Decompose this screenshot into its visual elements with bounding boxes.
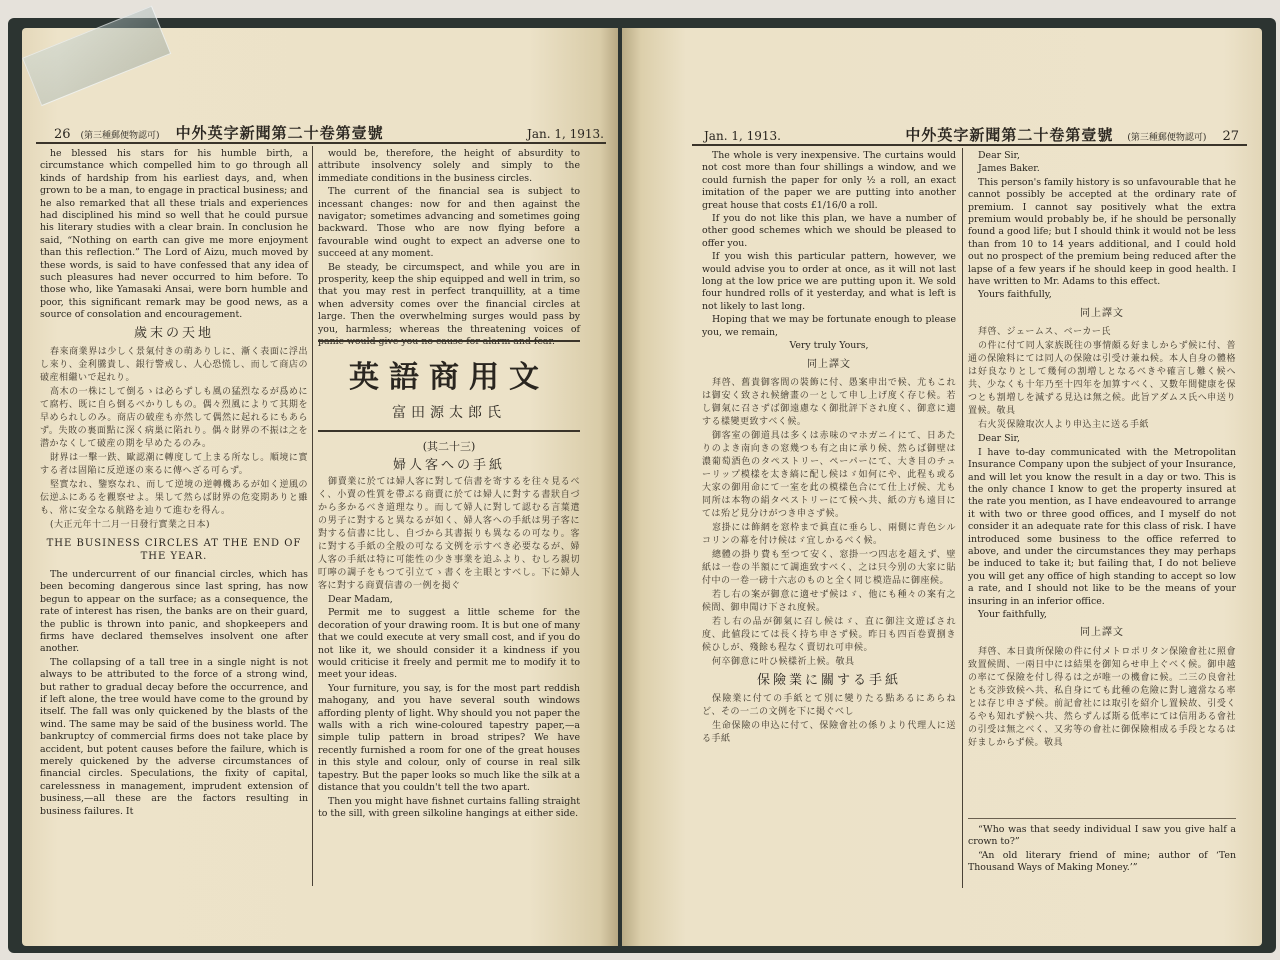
jp-paragraph: 右火災保險取次人より申込主に送る手紙 <box>978 420 1150 431</box>
right-page <box>622 28 1262 946</box>
letter-paragraph: Your faithfully, <box>978 608 1047 620</box>
postal-permit: (第三種郵便物認可) <box>1127 133 1207 143</box>
left-page-column-1 <box>40 148 308 893</box>
jp-paragraph: 保險業に付ての手紙とて別に變りたる點あるにあらねど、その一二の文例を下に掲ぐべし <box>702 694 956 718</box>
jp-paragraph: 御客室の御道具は多くは赤味のマホガニイにて、日あたりのよき南向きの窓幾つも有之由に承り候、然らば御壁は濃葡萄酒色のタペストリー、ペーパーにて、大き目のチューリップ模樣を太き縞に配し候はゞ如何にや、此程も或る大家の御用命にて一室を此の模樣色合にて仕上げ候、尤も同所は本物の絹タペストリーにて候へ共、紙の方も遠目にては殆ど見分けがつき申さず候。 <box>702 430 956 519</box>
masthead-title: 英語商用文 <box>349 360 549 395</box>
letter-paragraph: This person's family history is so unfavourable that he cannot possibly be accepted at the ordinary rate of premium. I cannot say positively what the extra premium would probably be, if he should be personally found a good life; but I should think it would not be less than from 10 to 14 years additional, and I could hold out no prospect of the premium being reduced after the lapse of a few years if he should keep in good health. I have written to Mr. Adams to this effect. <box>968 176 1236 288</box>
jp-heading: 保險業に關する手紙 <box>756 672 901 688</box>
left-page <box>22 28 618 946</box>
jp-paragraph: 生命保險の申込に付て、保險會社の係りより代理人に送る手紙 <box>702 721 956 745</box>
jp-heading: 同上譯文 <box>807 358 851 370</box>
jp-paragraph: 何卒御意に叶ひ候樣祈上候。敬具 <box>712 656 855 667</box>
en-heading: THE BUSINESS CIRCLES AT THE END OF THE YEAR. <box>46 538 302 562</box>
letter-paragraph: I have to-day communicated with the Metropolitan Insurance Company upon the subject of your Insurance, and will let you know the result in a day or two. This is the only chance I know to get the property insured at the rate you mention, as I have endeavoured to arrange it with two or three good offices, and I myself do not consider it an adequate rate for this class of risk. I have introduced some business to the office referred to above, and under the circumstances they may perhaps be induced to take it; but failing that, I do not believe you will get any office of high standing to accept so low a rate, and I should not like to be the means of your insuring in an inferior office. <box>968 446 1236 607</box>
footer-paragraph: “Who was that seedy individual I saw you give half a crown to?” <box>968 824 1236 848</box>
letter-paragraph: Permit me to suggest a little scheme for the decoration of your drawing room. It is but one of many that we could execute at very small cost, and if you do not like it, we should consider it a kindness if you would criticise it freely and permit me to modify it to meet your ideas. <box>318 607 580 681</box>
jp-heading: 歲末の天地 <box>133 325 214 341</box>
article-paragraph: he blessed his stars for his humble birth, a circumstance which compelled him to go through all kinds of hardship from his earliest days, and, when grown to be a man, to engage in practical business; and he also remarked that all these trials and experiences had disciplined his mind so well that he could pursue his literary studies with a clear brain. In conclusion he said, “Nothing on earth can give me more enjoyment than this reflection.” The Lord of Aizu, much moved by these words, is said to have confessed that any idea of such pleasures had never occurred to him before. To those who, like Yamasaki Ansai, were born humble and poor, this significant remark may be good news, as a source of consolation and encouragement. <box>40 148 308 321</box>
left-page-column-2-top <box>318 148 580 348</box>
masthead <box>318 340 580 432</box>
header-rule <box>692 144 1247 146</box>
jp-paragraph: の件に付て同人家族既往の事情頗る好ましからず候に付、普通の保險料にては同人の保險は引受け兼ね候。本人自身の體格は好良なりとして幾何の割増しとなるべきや確言し難く候へ共、少なくも十年乃至十四年を加算すべく、又數年間健康を保つとも割増しを減ずる見込は無之候。此旨アダムス氏へ申送り置候。敬具 <box>968 341 1236 417</box>
left-page-header <box>54 122 604 143</box>
footer-rule <box>968 818 1236 819</box>
right-page-header <box>704 124 1239 145</box>
column-divider <box>962 148 963 888</box>
right-page-footer-joke <box>968 824 1236 884</box>
letter-paragraph: Dear Madam, <box>328 594 393 605</box>
jp-heading: 同上譯文 <box>1080 627 1124 639</box>
article-paragraph: would be, therefore, the height of absurdity to attribute insolvency solely and simply to the immediate conditions in the business circles. <box>318 148 580 184</box>
letter-closing: Very truly Yours, <box>789 340 869 352</box>
letter-paragraph: If you wish this particular pattern, however, we would advise you to order at once, as it will not last long at the low price we are putting upon it. We sold four hundred rolls of it yesterday, and what is left is not likely to last long. <box>702 251 956 312</box>
journal-title: 中外英字新聞第二十卷第壹號 <box>175 124 384 142</box>
letter-paragraph: Dear Sir, <box>978 150 1020 161</box>
header-rule <box>36 142 606 144</box>
article-paragraph: Be steady, be circumspect, and while you are in prosperity, keep the ship equipped and well in trim, so that you may rest in perfect tranquillity, at a time when adversity comes over the financial circles at large. Then the overwhelming surges would pass by you, harmless; whereas the threatening voices of panic would give you no cause for alarm and fear. <box>318 261 580 348</box>
jp-paragraph: 窓掛には飾網を窓枠まで眞直に垂らし、兩側に青色シルコリンの幕を付け候はゞ宜しかるべく候。 <box>702 522 956 546</box>
jp-paragraph: 拜啓、ジェームス、ベーカー氏 <box>978 327 1111 338</box>
jp-paragraph: 拜啓、本日貴所保險の件に付メトロポリタン保險會社に照會致置候間、一兩日中には結果を御知らせ申上ぐべく候。御申越の率にて保險を付し得るは之が唯一の機會に候。二三の良會社とも交渉致候へ共、私自身にても此種の危險に對し適當なる率とは存じ申さず候。前記會社には取引を紹介し置候故、引受くるやも知れず候へ共、然らずんば斯る低率にては信用ある會社の引受は無之べく、又劣等の會社に御保險相成る手段となるは好ましからず候。敬具 <box>968 646 1236 748</box>
letter-paragraph: Dear Sir, <box>978 433 1020 445</box>
right-page-column-2 <box>968 150 1236 810</box>
article-paragraph: The collapsing of a tall tree in a single night is not always to be attributed to the force of a strong wind, but rather to gradual decay before the occurrence, and if left alone, the tree would have come to the ground by itself. The fall was only quickened by the blasts of the wind. The same may be said of the business world. The bankruptcy of commercial firms does not take place by accident, but potent causes before the failure, which is merely quickened by the adverse circumstances of financial circles. Speculations, the fixity of capital, carelessness in management, imprudent extension of business,—all these are the factors resulting in business failures. It <box>40 656 308 817</box>
page-number: 26 <box>54 127 71 142</box>
jp-paragraph: 總體の掛り費も至つて安く、窓掛一つ四志を超えず、壁紙は一卷の半額にて調進致すべく、之は只今別の大家に貼付中の一卷一磅十六志のものと全く同じ模造品に御座候。 <box>702 549 956 586</box>
masthead-author: 富田源太郎氏 <box>392 405 506 421</box>
column-divider <box>312 146 313 886</box>
letter-paragraph: Your furniture, you say, is for the most part reddish mahogany, and you have several south windows affording plenty of light. Why should you not paper the walls with a rich wine-coloured tapestry paper,—a simple tulip pattern in broad stripes? We have recently furnished a room for one of the great houses in this style and colour, only of course in real silk tapestry. But the paper looks so much like the silk at a distance that you couldn't tell the two apart. <box>318 682 580 794</box>
letter-paragraph: James Baker. <box>978 163 1040 175</box>
issue-date: Jan. 1, 1913. <box>704 129 781 143</box>
jp-paragraph: 堅實なれ、鑒察なれ、而して逆境の逆轉機あるが如く逆風の伝逆ふにあるを觀察せよ。果して然らば財界の危変期ありと雖も、常に安全なる航路を辿りて進むを得ん。 <box>40 480 308 517</box>
letter-paragraph: Then you might have fishnet curtains falling straight to the sill, with green silkoline hangings at either side. <box>318 795 580 819</box>
issue-date: Jan. 1, 1913. <box>527 127 604 141</box>
postal-permit: (第三種郵便物認可) <box>80 131 160 141</box>
jp-heading: 同上譯文 <box>1080 307 1124 319</box>
right-page-column-1 <box>702 150 956 890</box>
letter-paragraph: If you do not like this plan, we have a number of other good schemes which we should be pleased to offer you. <box>702 213 956 249</box>
article-paragraph: The current of the financial sea is subject to incessant changes: now for and then against the navigator; sometimes advancing and sometimes going backward. Those who are now flying before a favourable wind ought to expect an adverse one to succeed at any moment. <box>318 186 580 260</box>
journal-title: 中外英字新聞第二十卷第壹號 <box>905 126 1114 144</box>
letter-paragraph: The whole is very inexpensive. The curtains would not cost more than four shillings a window, and we could furnish the paper for only ½ a roll, an exact imitation of the paper we are putting into another great house that costs £1/16/0 a roll. <box>702 150 956 211</box>
jp-paragraph: (大正元年十二月一日發行實業之日本) <box>50 520 211 531</box>
jp-paragraph: 拜啓、舊貴御客間の裝飾に付、愚案申出で候、尤もこれは御安く致され候繪畫の一として申し上げ度く存じ候。若し御氣に召さずば御遠慮なく御批評下され度く、御意に適する樣變更致すべく候。 <box>702 377 956 427</box>
jp-paragraph: 若し右の品が御氣に召し候はゞ、直に御注文遊ばされ度、此値段にては長く持ち申さず候。昨日も四百卷賣捌き候ひしが、殘餘も程なく賣切れ可申候。 <box>702 616 956 653</box>
section-title: 婦人客への手紙 <box>392 458 505 473</box>
jp-paragraph: 若し右の案が御意に適せず候はゞ、他にも種々の案有之候間、御申聞け下され度候。 <box>702 589 956 613</box>
left-page-column-2-bottom <box>318 476 580 896</box>
jp-paragraph: 高木の一株にして倒るゝは必らずしも風の猛烈なるが爲めにて腐朽、既に自ら倒るべかりしもの。偶々烈風によりて其期を早められしのみ。商店の破産も亦然して偶然に起れるにもあらず。失敗の裏面點に深く病巣に陷れり。偶々財界の不振は之を潜かなくして破産の期を早めたるのみ。 <box>40 387 308 450</box>
jp-paragraph: 春來商業界は少しく景氣付きの萌ありしに、漸く表面に浮出し來り、金利騰貴し、銀行警戒し、人心恐慌し、而して商店の破産相繼いで起れり。 <box>40 347 308 384</box>
jp-paragraph: 財界は一擊一跌、歐認潮に轉度して上まる所なし。順境に實する者は固陥に反逆逐の來るに傳へざる可らず。 <box>40 453 308 477</box>
section-number: (其二十三) <box>422 440 476 453</box>
jp-paragraph: 御賣業に於ては婦人客に對して信書を寄するを往々見るべく、小賣の性質を帶ぶる商賣に於ては婦人に對する書狀自づから多かるべき道理なり。而して婦人に對して認むる言葉遣の男子に對すると異なるが如く、婦人客への手紙は男子客に對する信書に比し、自づから其書振りも異なるの可なり。客に對する手紙の全般の可なる文例を示すべき必要なるが、婦人客の手紙は特に可能性の少き事業を追ふより、むしろ親切叮嚀の調子をもつて引立てゝ書くを主眼とすべし。下に婦人客に對する商賣信書の一例を掲ぐ <box>318 477 580 591</box>
footer-paragraph: “An old literary friend of mine; author of ‘Ten Thousand Ways of Making Money.’” <box>968 849 1236 874</box>
page-number: 27 <box>1222 129 1239 144</box>
letter-paragraph: Hoping that we may be fortunate enough to please you, we remain, <box>702 314 956 338</box>
article-paragraph: The undercurrent of our financial circles, which has been becoming dangerous since last spring, has now begun to appear on the surface; as a consequence, the rate of interest has risen, the banks are on their guard, the public is thrown into panic, and shopkeepers and firms have declared themselves insolvent one after another. <box>40 568 308 655</box>
letter-paragraph: Yours faithfully, <box>978 289 1052 301</box>
